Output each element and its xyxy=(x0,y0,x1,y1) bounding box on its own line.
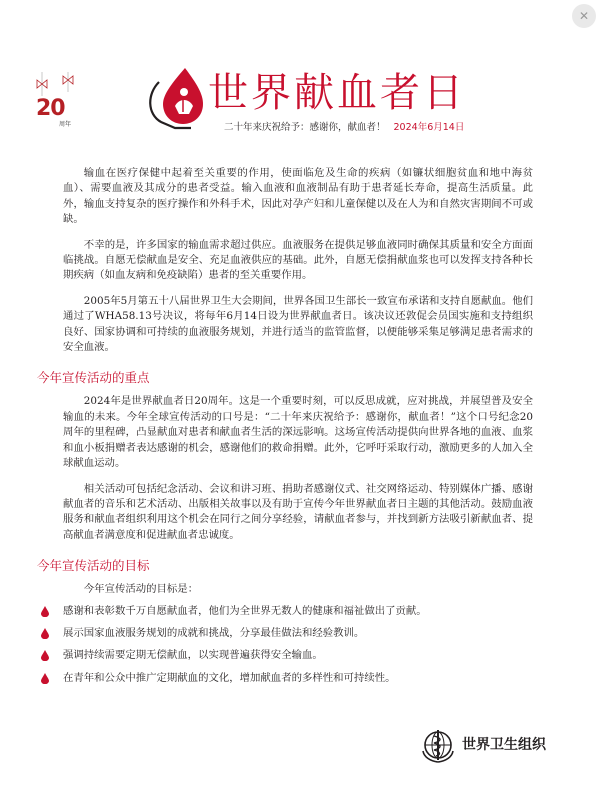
blood-drop-bullet-icon xyxy=(41,606,49,617)
goal-text: 感谢和表彰数千万自愿献血者，他们为全世界无数人的健康和福祉做出了贡献。 xyxy=(63,604,427,617)
list-item xyxy=(63,648,533,663)
body-paragraph: 2024年是世界献血者日20周年。这是一个重要时刻，可以反思成就，应对挑战，并展望普及安全输血的未来。今年全球宣传活动的口号是：“二十年来庆祝给予：感谢你，献血者！”这个口号纪念20周年的里程碑，凸显献血对患者和献血者生活的深远影响。这场宣传活动提供向世界各地的血液、血浆和血小板捐赠者表达感谢的机会，感谢他们的救命捐赠。此外，它呼吁采取行动，激励更多的人加入全球献血运动。 xyxy=(63,395,533,470)
body-paragraph: 相关活动可包括纪念活动、会议和讲习班、捐助者感谢仪式、社交网络运动、特别媒体广播、感谢献血者的音乐和艺术活动、出版相关故事以及有助于宣传今年世界献血者日主题的其他活动。鼓励血液服务和献血者组织利用这个机会在同行之间分享经验，请献血者参与，并找到新方法吸引新献血者、提高献血者满意度和促进献血者忠诚度。 xyxy=(63,482,533,541)
body-paragraph: 2005年5月第五十八届世界卫生大会期间，世界各国卫生部长一致宣布承诺和支持自愿献血。他们通过了WHA58.13号决议，将每年6月14日设为世界献血者日。该决议还敦促会员国实施和支持组织良好、国家协调和可持续的血液服务规划，并进行适当的监管监督，以便能够采集足够满足患者需求的安全血液。 xyxy=(63,294,533,354)
blood-drop-bullet-icon xyxy=(41,650,49,661)
goal-text: 强调持续需要定期无偿献血，以实现普遍获得安全输血。 xyxy=(63,649,323,662)
campaign-tagline xyxy=(224,119,464,133)
body-paragraph: 输血在医疗保健中起着至关重要的作用，使面临危及生命的疾病（如镰状细胞贫血和地中海贫血）、需要血液及其成分的患者受益。输入血液和血液制品有助于患者延长寿命，提高生活质量。此外，输血支持复杂的医疗操作和外科手术，因此对孕产妇和儿童保健以及在人为和自然灾害期间不可或缺。 xyxy=(63,167,533,226)
who-emblem-icon xyxy=(420,727,456,763)
goal-text: 在青年和公众中推广定期献血的文化，增加献血者的多样性和可持续性。 xyxy=(63,671,396,684)
event-date: 2024年6月14日 xyxy=(393,122,465,133)
anniversary-number: 20 xyxy=(36,96,65,121)
tagline-text: 二十年来庆祝给予：感谢你，献血者！ xyxy=(224,122,386,133)
organization-name: 世界卫生组织 xyxy=(462,737,546,753)
goals-list xyxy=(63,604,533,687)
section-heading-focus: 今年宣传活动的重点 xyxy=(37,370,150,386)
list-item xyxy=(63,604,533,619)
goal-text: 展示国家血液服务规划的成就和挑战，分享最佳做法和经验教训。 xyxy=(63,626,365,639)
section-heading-goals: 今年宣传活动的目标 xyxy=(37,558,150,574)
close-button[interactable] xyxy=(572,4,596,28)
body-paragraph: 不幸的是，许多国家的输血需求超过供应。血液服务在提供足够血液同时确保其质量和安全方面面临挑战。自愿无偿献血是安全、充足血液供应的基础。此外，自愿无偿捐献血浆也可以发挥支持各种长期疾病（如血友病和免疫缺陷）患者的至关重要作用。 xyxy=(63,238,533,282)
list-item xyxy=(63,671,533,686)
anniversary-label: 周年 xyxy=(59,121,72,128)
page-title: 世界献血者日 xyxy=(208,70,466,116)
blood-drop-globe-logo-icon xyxy=(145,62,209,130)
goals-intro: 今年宣传活动的目标是： xyxy=(83,583,199,596)
blood-drop-bullet-icon xyxy=(41,673,49,684)
close-icon: ✕ xyxy=(578,9,590,23)
article-body xyxy=(37,166,533,693)
blood-drop-bullet-icon xyxy=(41,628,49,639)
list-item xyxy=(63,626,533,641)
